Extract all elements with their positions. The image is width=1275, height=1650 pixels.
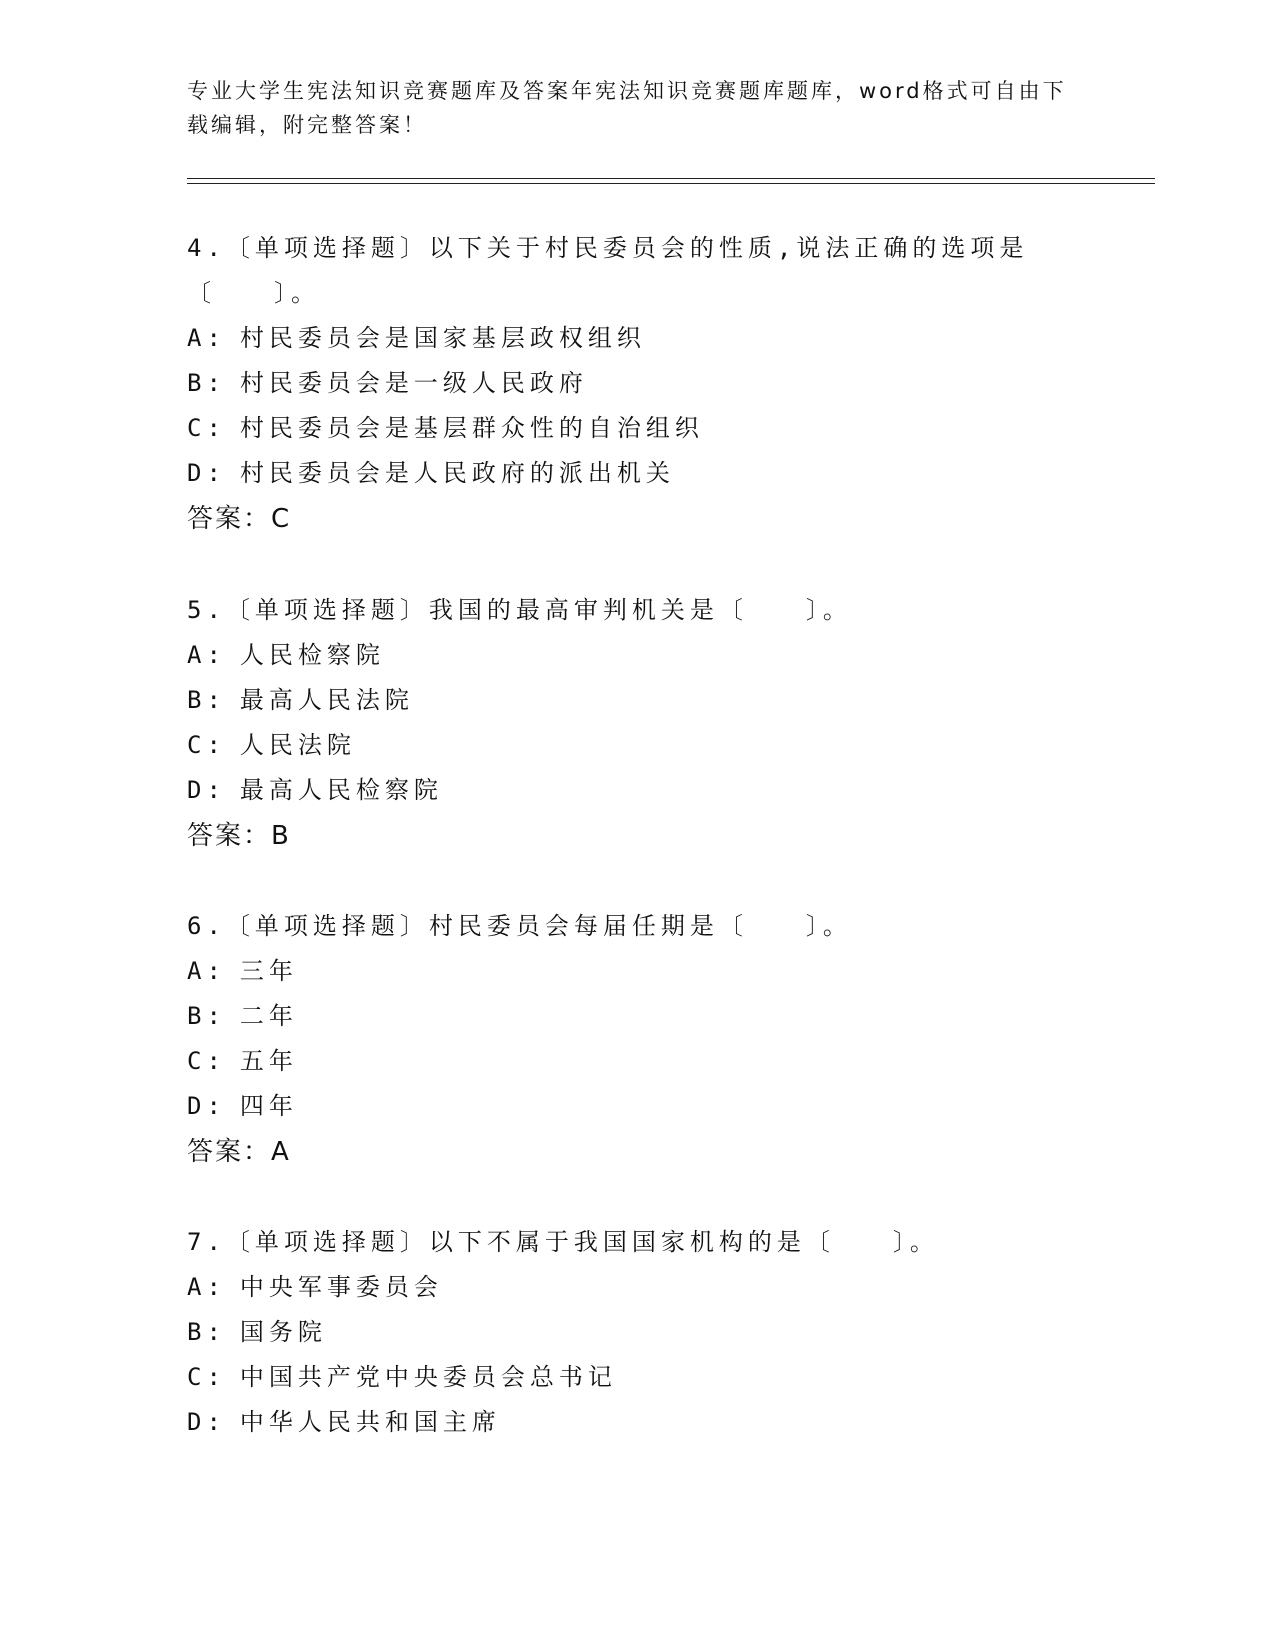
question-stem: 5.〔单项选择题〕我国的最高审判机关是〔 〕。 xyxy=(187,596,852,624)
answer: 答案：C xyxy=(187,504,292,534)
question-stem: 6.〔单项选择题〕村民委员会每届任期是〔 〕。 xyxy=(187,912,852,940)
document-header: 专业大学生宪法知识竞赛题库及答案年宪法知识竞赛题库题库，word格式可自由下载编辑，附完整答案！ xyxy=(187,79,1067,137)
header-divider-top xyxy=(187,178,1155,179)
question-stem: 7.〔单项选择题〕以下不属于我国国家机构的是〔 〕。 xyxy=(187,1228,939,1256)
option-a: A: 三年 xyxy=(187,957,298,985)
answer: 答案：A xyxy=(187,1137,291,1167)
header-divider-bottom xyxy=(187,183,1155,184)
option-d: D: 四年 xyxy=(187,1092,298,1120)
answer: 答案：B xyxy=(187,821,291,851)
option-d: D: 最高人民检察院 xyxy=(187,776,443,804)
option-d: D: 中华人民共和国主席 xyxy=(187,1408,501,1436)
option-d: D: 村民委员会是人民政府的派出机关 xyxy=(187,459,675,487)
option-c: C: 人民法院 xyxy=(187,731,356,759)
option-b: B: 国务院 xyxy=(187,1318,327,1346)
question-4 xyxy=(187,226,1067,542)
option-c: C: 村民委员会是基层群众性的自治组织 xyxy=(187,414,704,442)
question-5 xyxy=(187,588,1067,859)
question-7 xyxy=(187,1220,1067,1445)
option-c: C: 五年 xyxy=(187,1047,298,1075)
question-6 xyxy=(187,904,1067,1175)
option-a: A: 村民委员会是国家基层政权组织 xyxy=(187,324,646,352)
option-a: A: 中央军事委员会 xyxy=(187,1273,443,1301)
option-c: C: 中国共产党中央委员会总书记 xyxy=(187,1363,617,1391)
option-b: B: 村民委员会是一级人民政府 xyxy=(187,369,588,397)
option-b: B: 最高人民法院 xyxy=(187,686,414,714)
option-a: A: 人民检察院 xyxy=(187,641,385,669)
option-b: B: 二年 xyxy=(187,1002,298,1030)
question-stem: 4.〔单项选择题〕以下关于村民委员会的性质,说法正确的选项是〔 〕。 xyxy=(187,234,1029,307)
